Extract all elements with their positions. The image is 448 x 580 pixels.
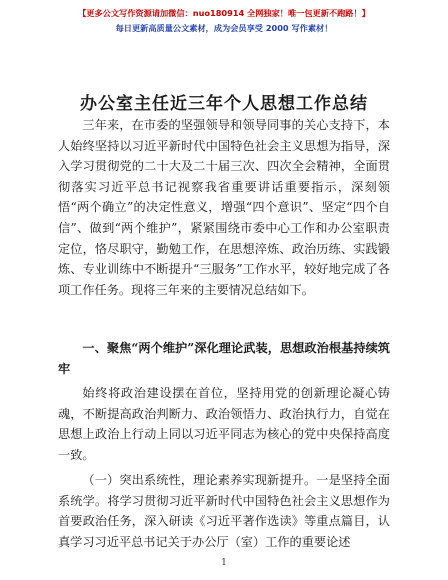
intro-paragraph: 三年来，在市委的坚强领导和领导同事的关心支持下，本人始终坚持以习近平新时代中国特色社会主义思想为指导，深入学习贯彻党的二十大及二十届三次、四次全会精神，全面贯彻落实习近平总书记视察我省重要讲话重要指示，深刻领悟“两个确立”的决定性意义，增强“四个意识”、坚定“四个自信”、做到“两个维护”，紧紧围绕市委中心工作和办公室职责定位，恪尽职守，勤勉工作，在思想淬炼、政治历练、实践锻炼、专业训练中不断提升“三服务”工作水平，较好地完成了各项工作任务。现将三年来的主要情况总结如下。: [58, 118, 390, 297]
promo-banner-line2: 每日更新高质量公文素材，成为会员享受 2000 写作素材！: [115, 23, 333, 33]
document-title: 办公室主任近三年个人思想工作总结: [80, 94, 368, 114]
subsection-1-paragraph: （一）突出系统性，理论素养实现新提升。一是坚持全面系统学。将学习贯彻习近平新时代中国特色社会主义思想作为首要政治任务，深入研读《习近平著作选读》等重点篇目，认真学习习近平总书记关于办公厅（室）工作的重要论述: [58, 473, 390, 549]
page-number: 1: [221, 558, 227, 568]
promo-banner-line1: 【更多公文写作资源请加微信：nuo180914 全网独家！唯一包更新不跑路！】: [78, 8, 370, 18]
section-1-paragraph: 始终将政治建设摆在首位，坚持用党的创新理论凝心铸魂，不断提高政治判断力、政治领悟力、政治执行力，自觉在思想上政治上行动上同以习近平同志为核心的党中央保持高度一致。: [58, 386, 390, 462]
section-heading-1: 一、聚焦“两个维护”深化理论武装，思想政治根基持续筑牢: [58, 341, 390, 376]
